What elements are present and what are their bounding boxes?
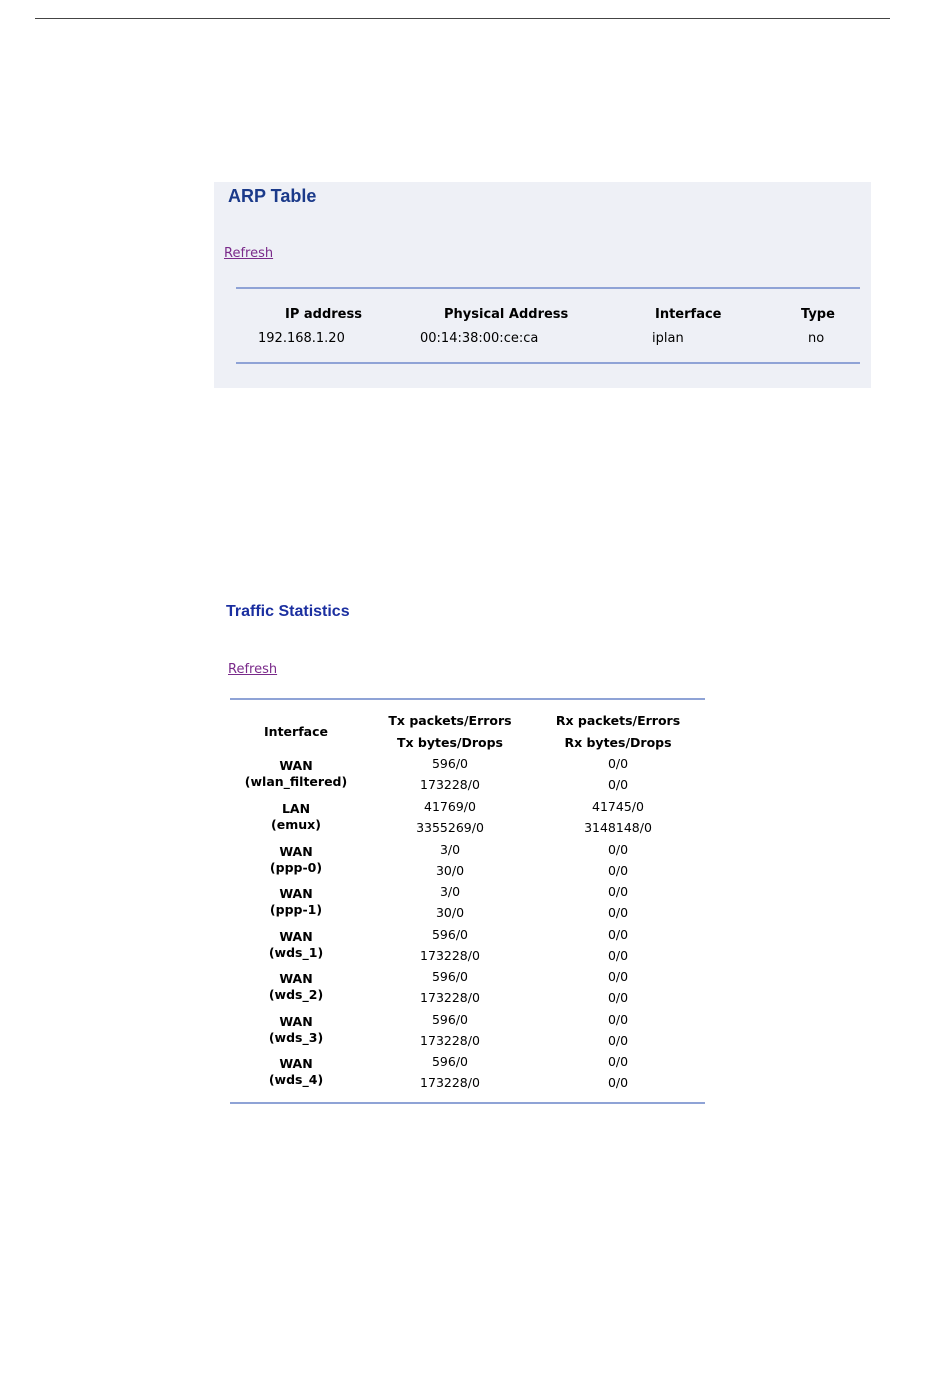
rx-packets-errors: 0/0	[607, 1054, 629, 1069]
interface-name: WAN	[279, 886, 313, 901]
tx-packets-errors: 596/0	[431, 927, 469, 942]
rx-packets-errors: 0/0	[607, 969, 629, 984]
interface-sub: (wds_4)	[268, 1072, 324, 1087]
traffic-row	[230, 844, 705, 887]
rx-bytes-drops: 0/0	[607, 863, 629, 878]
tx-packets-errors: 596/0	[431, 1012, 469, 1027]
rx-packets-errors: 0/0	[607, 756, 629, 771]
interface-name: WAN	[279, 844, 313, 859]
interface-sub: (emux)	[271, 817, 321, 832]
arp-header-type: Type	[801, 307, 835, 322]
tx-packets-errors: 596/0	[431, 756, 469, 771]
traffic-header-interface: Interface	[264, 724, 328, 739]
traffic-header-rx-top: Rx packets/Errors	[555, 713, 681, 728]
interface-sub: (ppp-1)	[269, 902, 323, 917]
rx-packets-errors: 0/0	[607, 842, 629, 857]
interface-sub: (wds_2)	[268, 987, 324, 1002]
traffic-header-rx-bottom: Rx bytes/Drops	[564, 735, 672, 750]
tx-packets-errors: 596/0	[431, 1054, 469, 1069]
traffic-row	[230, 971, 705, 1014]
arp-row-ip: 192.168.1.20	[258, 331, 345, 346]
traffic-row	[230, 758, 705, 801]
tx-packets-errors: 3/0	[439, 842, 461, 857]
traffic-row-interface	[230, 1014, 362, 1046]
arp-header-ip: IP address	[285, 307, 362, 322]
tx-bytes-drops: 3355269/0	[416, 820, 484, 835]
tx-bytes-drops: 173228/0	[420, 990, 480, 1005]
rx-packets-errors: 0/0	[607, 884, 629, 899]
interface-name: WAN	[279, 1014, 313, 1029]
traffic-row	[230, 886, 705, 929]
interface-sub: (wds_1)	[268, 945, 324, 960]
traffic-header-tx-bottom: Tx bytes/Drops	[396, 735, 503, 750]
traffic-table-top-rule	[230, 698, 705, 700]
traffic-row-interface	[230, 844, 362, 876]
interface-sub: (wds_3)	[268, 1030, 324, 1045]
tx-bytes-drops: 173228/0	[420, 948, 480, 963]
arp-row-type: no	[808, 331, 825, 346]
arp-row-interface: iplan	[652, 331, 684, 346]
traffic-statistics-title: Traffic Statistics	[226, 603, 350, 620]
traffic-row-interface	[230, 1056, 362, 1088]
arp-header-interface: Interface	[655, 307, 722, 322]
rx-bytes-drops: 0/0	[607, 948, 629, 963]
traffic-row	[230, 929, 705, 972]
interface-name: WAN	[279, 758, 313, 773]
interface-name: WAN	[279, 1056, 313, 1071]
interface-name: WAN	[279, 971, 313, 986]
arp-table-bottom-rule	[236, 362, 860, 364]
arp-table-title: ARP Table	[228, 186, 317, 206]
interface-name: WAN	[279, 929, 313, 944]
traffic-row	[230, 801, 705, 844]
tx-packets-errors: 596/0	[431, 969, 469, 984]
traffic-row	[230, 1014, 705, 1057]
tx-bytes-drops: 173228/0	[420, 777, 480, 792]
tx-bytes-drops: 30/0	[435, 905, 465, 920]
traffic-row-interface	[230, 971, 362, 1003]
tx-bytes-drops: 30/0	[435, 863, 465, 878]
traffic-row-interface	[230, 758, 362, 790]
rx-bytes-drops: 3148148/0	[584, 820, 652, 835]
traffic-header-tx-top: Tx packets/Errors	[388, 713, 512, 728]
arp-table-panel	[214, 182, 871, 388]
rx-packets-errors: 0/0	[607, 927, 629, 942]
rx-bytes-drops: 0/0	[607, 777, 629, 792]
interface-sub: (wlan_filtered)	[244, 774, 348, 789]
traffic-row	[230, 1056, 705, 1099]
rx-packets-errors: 41745/0	[592, 799, 644, 814]
tx-packets-errors: 3/0	[439, 884, 461, 899]
traffic-row-interface	[230, 929, 362, 961]
traffic-table-bottom-rule	[230, 1102, 705, 1104]
rx-bytes-drops: 0/0	[607, 990, 629, 1005]
traffic-row-interface	[230, 886, 362, 918]
tx-bytes-drops: 173228/0	[420, 1033, 480, 1048]
interface-name: LAN	[281, 801, 311, 816]
tx-bytes-drops: 173228/0	[420, 1075, 480, 1090]
arp-refresh-link[interactable]: Refresh	[224, 246, 274, 261]
rx-bytes-drops: 0/0	[607, 1033, 629, 1048]
rx-bytes-drops: 0/0	[607, 1075, 629, 1090]
arp-header-mac: Physical Address	[444, 307, 569, 322]
traffic-refresh-link[interactable]: Refresh	[228, 662, 278, 677]
arp-row-mac: 00:14:38:00:ce:ca	[420, 331, 539, 346]
arp-table-top-rule	[236, 287, 860, 289]
rx-bytes-drops: 0/0	[607, 905, 629, 920]
traffic-row-interface	[230, 801, 362, 833]
rx-packets-errors: 0/0	[607, 1012, 629, 1027]
page-header-rule	[35, 18, 890, 19]
interface-sub: (ppp-0)	[269, 860, 323, 875]
tx-packets-errors: 41769/0	[424, 799, 476, 814]
